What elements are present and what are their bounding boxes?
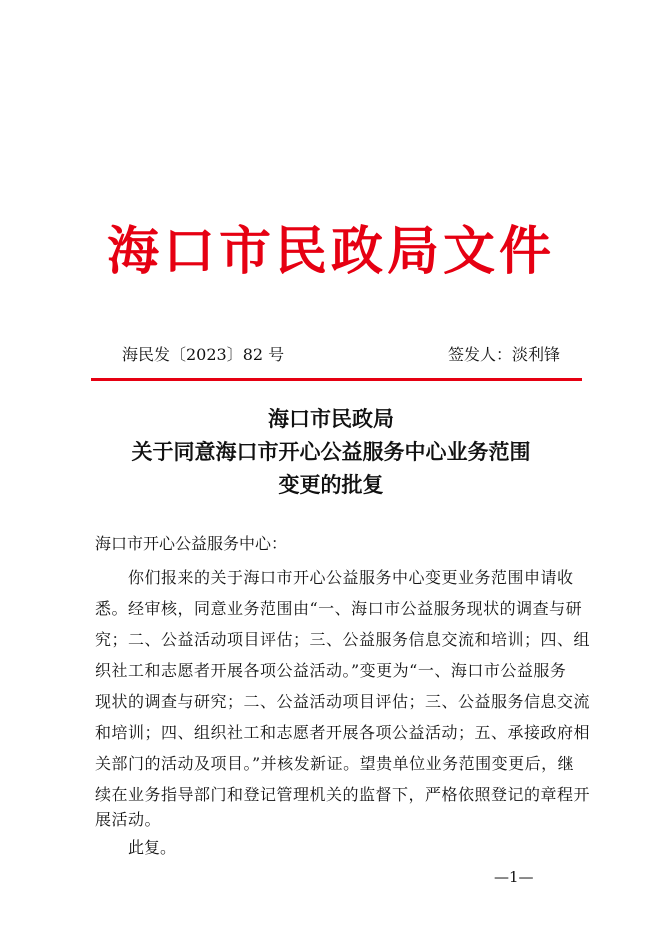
document-title bbox=[70, 402, 592, 501]
body-line-4: 织社工和志愿者开展各项公益活动。”变更为“一、海口市公益服务 bbox=[95, 661, 567, 680]
document-header-title: 海口市民政局文件 bbox=[106, 221, 555, 282]
document-title-line-1: 海口市民政局 bbox=[268, 406, 394, 431]
salutation: 海口市开心公益服务中心： bbox=[95, 534, 288, 553]
body-line-9: 展活动。 bbox=[95, 810, 162, 829]
body-line-3: 究；二、公益活动项目评估；三、公益服务信息交流和培训；四、组 bbox=[95, 630, 591, 649]
document-title-line-3: 变更的批复 bbox=[278, 472, 384, 497]
body-line-1: 你们报来的关于海口市开心公益服务中心变更业务范围申请收 bbox=[128, 568, 574, 587]
body-line-8: 续在业务指导部门和登记管理机关的监督下，严格依照登记的章程开 bbox=[95, 785, 591, 804]
body-line-6: 和培训；四、组织社工和志愿者开展各项公益活动；五、承接政府相 bbox=[95, 723, 591, 742]
page-number: —1— bbox=[494, 868, 534, 886]
body-line-5: 现状的调查与研究；二、公益活动项目评估；三、公益服务信息交流 bbox=[95, 692, 591, 711]
document-title-line-2: 关于同意海口市开心公益服务中心业务范围 bbox=[131, 439, 531, 464]
signer: 签发人：淡利锋 bbox=[448, 345, 561, 364]
body-line-2: 悉。经审核，同意业务范围由“一、海口市公益服务现状的调查与研 bbox=[95, 599, 583, 618]
body-line-7: 关部门的活动及项目。”并核发新证。望贵单位业务范围变更后，继 bbox=[95, 754, 575, 773]
document-number: 海民发〔2023〕82 号 bbox=[122, 345, 285, 364]
closing-text: 此复。 bbox=[128, 838, 177, 857]
red-divider-line bbox=[91, 378, 582, 381]
